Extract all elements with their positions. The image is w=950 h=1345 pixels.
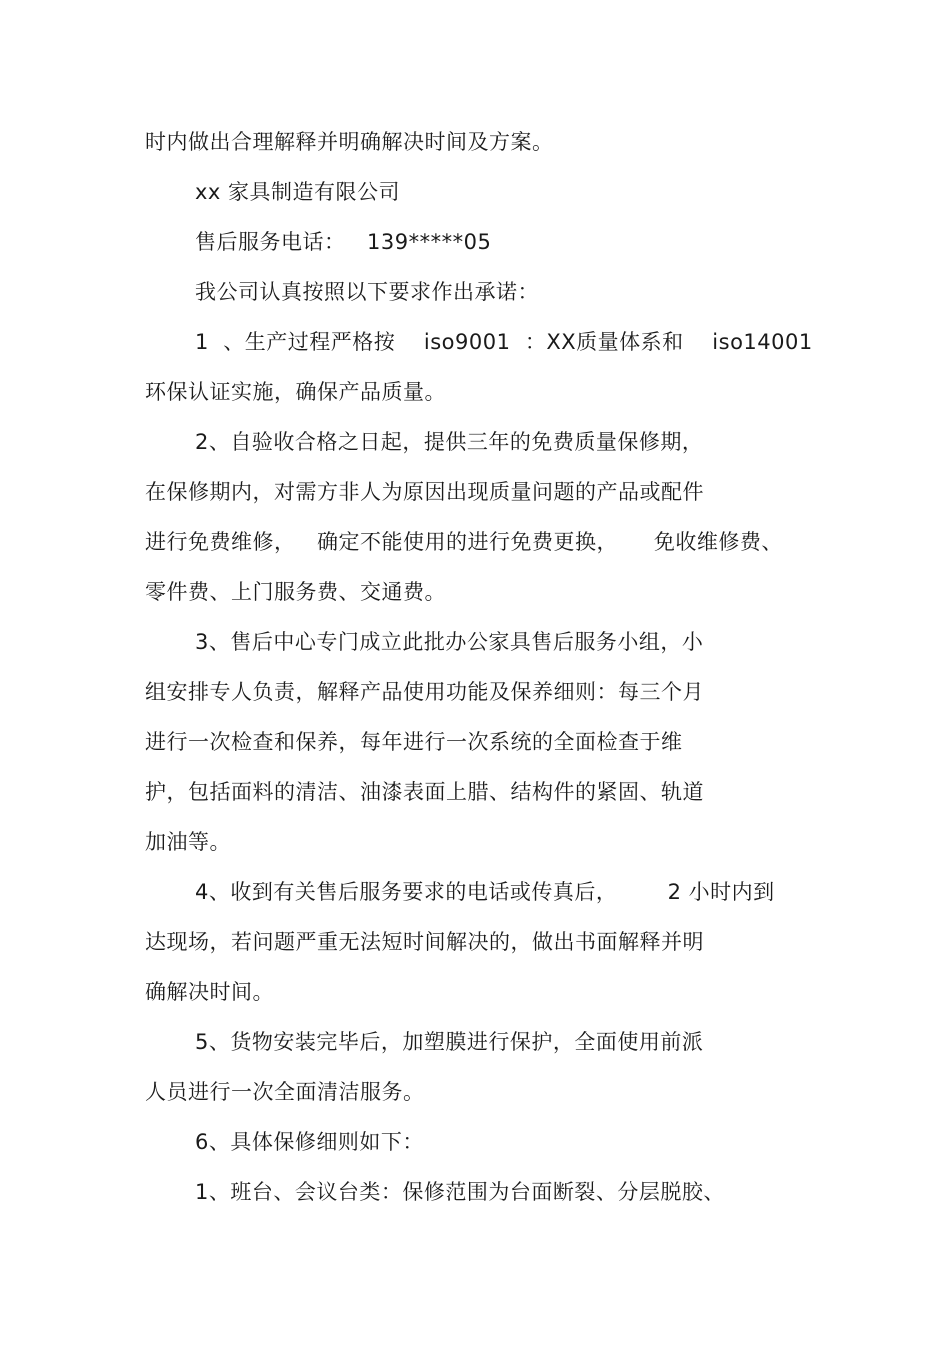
text-line: 我公司认真按照以下要求作出承诺： — [195, 280, 539, 304]
text-line: 达现场，若问题严重无法短时间解决的，做出书面解释并明 — [145, 930, 704, 954]
text-line: 在保修期内，对需方非人为原因出现质量问题的产品或配件 — [145, 480, 704, 504]
text-line: 加油等。 — [145, 830, 231, 854]
text-line: 2、自验收合格之日起，提供三年的免费质量保修期， — [195, 430, 704, 454]
text-line: 进行一次检查和保养，每年进行一次系统的全面检查于维 — [145, 730, 683, 754]
text-line: 6、具体保修细则如下： — [195, 1130, 424, 1154]
text-line: 确解决时间。 — [145, 980, 274, 1004]
text-line: 5、货物安装完毕后，加塑膜进行保护，全面使用前派 — [195, 1030, 704, 1054]
text-line: 人员进行一次全面清洁服务。 — [145, 1080, 425, 1104]
text-line: 零件费、上门服务费、交通费。 — [145, 580, 446, 604]
text-line: 1 、生产过程严格按 iso9001 ：XX质量体系和 iso14001 — [195, 330, 813, 354]
text-line: 护，包括面料的清洁、油漆表面上腊、结构件的紧固、轨道 — [145, 780, 704, 804]
text-line: 3、售后中心专门成立此批办公家具售后服务小组，小 — [195, 630, 704, 654]
text-line: 1、班台、会议台类：保修范围为台面断裂、分层脱胶、 — [195, 1180, 725, 1204]
text-line: 进行免费维修， 确定不能使用的进行免费更换， 免收维修费、 — [145, 530, 783, 554]
service-phone: 售后服务电话： 139*****05 — [195, 230, 492, 254]
text-line: 环保认证实施，确保产品质量。 — [145, 380, 446, 404]
text-line: 4、收到有关售后服务要求的电话或传真后， 2 小时内到 — [195, 880, 775, 904]
text-line: 时内做出合理解释并明确解决时间及方案。 — [145, 130, 554, 154]
text-line: 组安排专人负责，解释产品使用功能及保养细则：每三个月 — [145, 680, 704, 704]
company-name: xx 家具制造有限公司 — [195, 180, 401, 204]
